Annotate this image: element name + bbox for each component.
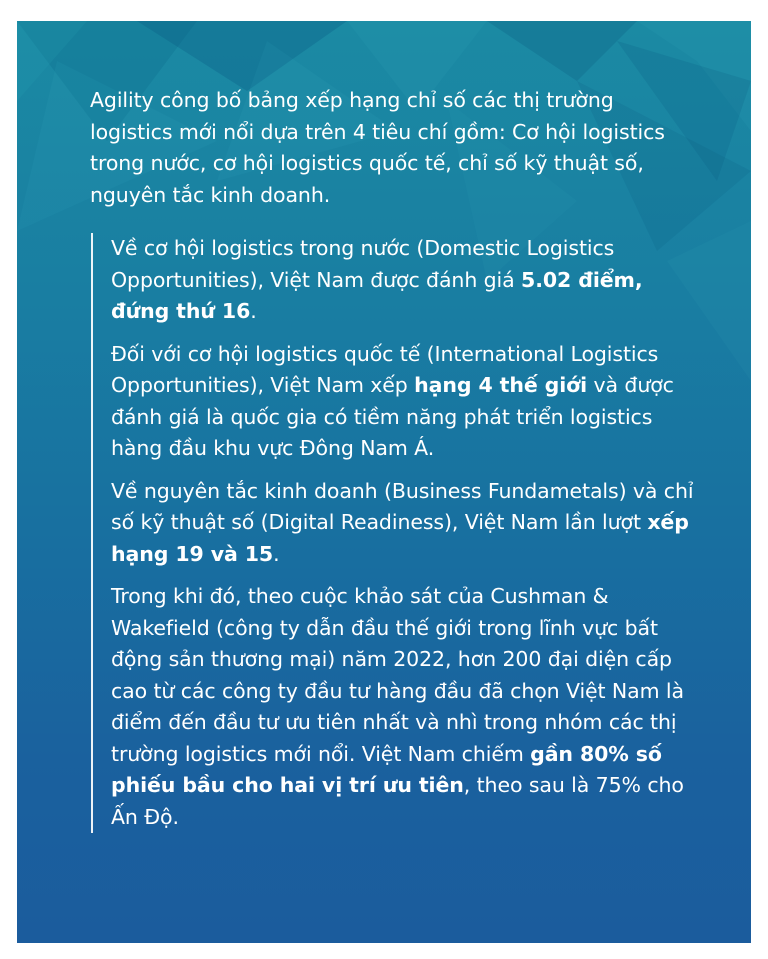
intro-paragraph: Agility công bố bảng xếp hạng chỉ số các thị trường logistics mới nổi dựa trên 4 tiêu chí gồm: Cơ hội logistics trong nước, cơ hội logistics quốc tế, chỉ số kỹ thuật số, nguyên tắc kinh doanh. bbox=[90, 88, 665, 207]
paragraph-international-logistics: Đối với cơ hội logistics quốc tế (International Logistics Opportunities), Việt Nam xếp hạng 4 thế giới và được đánh giá là quốc gia có tiềm năng phát triển logistics hàng đầu khu vực Đông Nam Á. bbox=[111, 341, 674, 460]
paragraph-cushman-survey: Trong khi đó, theo cuộc khảo sát của Cushman & Wakefield (công ty dẫn đầu thế giới trong lĩnh vực bất động sản thương mại) năm 2022, hơn 200 đại diện cấp cao từ các công ty đầu tư hàng đầu đã chọn Việt Nam là điểm đến đầu tư ưu tiên nhất và nhì trong nhóm các thị trường logistics mới nổi. Việt Nam chiếm gần 80% số phiếu bầu cho hai vị trí ưu tiên, theo sau là 75% cho Ấn Độ. bbox=[111, 584, 684, 829]
highlight-world-rank: hạng 4 thế giới bbox=[414, 373, 588, 397]
highlight-block bbox=[91, 233, 700, 833]
highlight-score-rank: 5.02 điểm, đứng thứ 16 bbox=[111, 267, 643, 323]
highlight-vote-share: gần 80% số phiếu bầu cho hai vị trí ưu tiên bbox=[111, 741, 662, 797]
paragraph-domestic-logistics: Về cơ hội logistics trong nước (Domestic Logistics Opportunities), Việt Nam được đánh giá 5.02 điểm, đứng thứ 16. bbox=[111, 236, 643, 323]
highlight-ranks: xếp hạng 19 và 15 bbox=[111, 510, 689, 566]
paragraph-business-digital: Về nguyên tắc kinh doanh (Business Fundametals) và chỉ số kỹ thuật số (Digital Readiness), Việt Nam lần lượt xếp hạng 19 và 15. bbox=[111, 478, 694, 566]
info-card bbox=[17, 21, 751, 943]
article-content bbox=[90, 85, 700, 833]
